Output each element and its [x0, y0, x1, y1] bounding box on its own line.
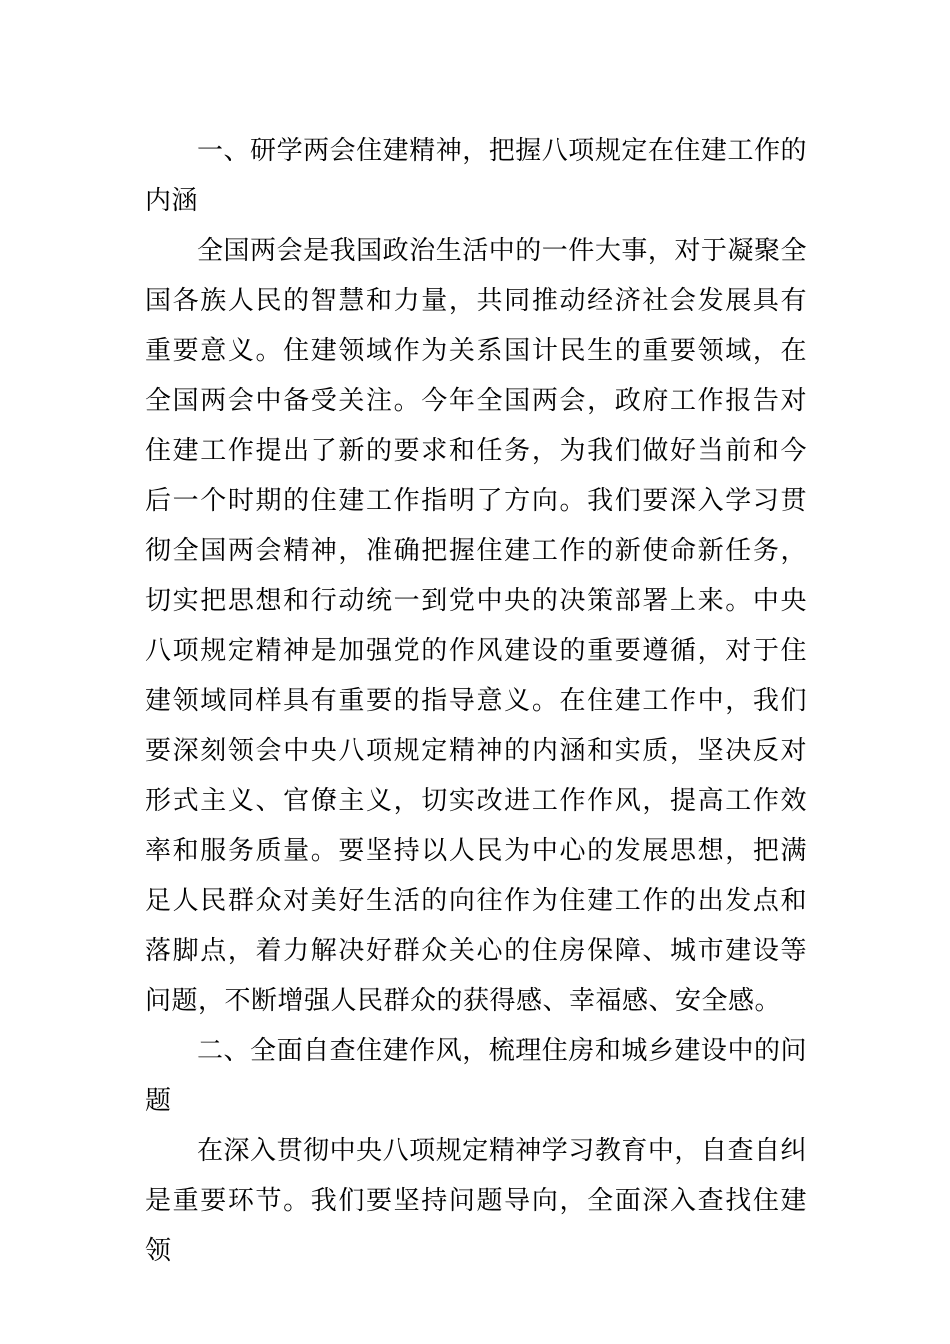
body-paragraph-1: 全国两会是我国政治生活中的一件大事，对于凝聚全国各族人民的智慧和力量，共同推动经济社会发展具有重要意义。住建领域作为关系国计民生的重要领域，在全国两会中备受关注。今年全国两会，政府工作报告对住建工作提出了新的要求和任务，为我们做好当前和今后一个时期的住建工作指明了方向。我们要深入学习贯彻全国两会精神，准确把握住建工作的新使命新任务，切实把思想和行动统一到党中央的决策部署上来。中央八项规定精神是加强党的作风建设的重要遵循，对于住建领域同样具有重要的指导意义。在住建工作中，我们要深刻领会中央八项规定精神的内涵和实质，坚决反对形式主义、官僚主义，切实改进工作作风，提高工作效率和服务质量。要坚持以人民为中心的发展思想，把满足人民群众对美好生活的向往作为住建工作的出发点和落脚点，着力解决好群众关心的住房保障、城市建设等问题，不断增强人民群众的获得感、幸福感、安全感。 [145, 236, 807, 1016]
section-heading-1: 一、研学两会住建精神，把握八项规定在住建工作的内涵 [145, 136, 807, 216]
document-body [145, 126, 807, 1276]
body-paragraph-2: 在深入贯彻中央八项规定精神学习教育中，自查自纠是重要环节。我们要坚持问题导向，全面深入查找住建领 [145, 1136, 807, 1266]
section-heading-2: 二、全面自查住建作风，梳理住房和城乡建设中的问题 [145, 1036, 807, 1116]
